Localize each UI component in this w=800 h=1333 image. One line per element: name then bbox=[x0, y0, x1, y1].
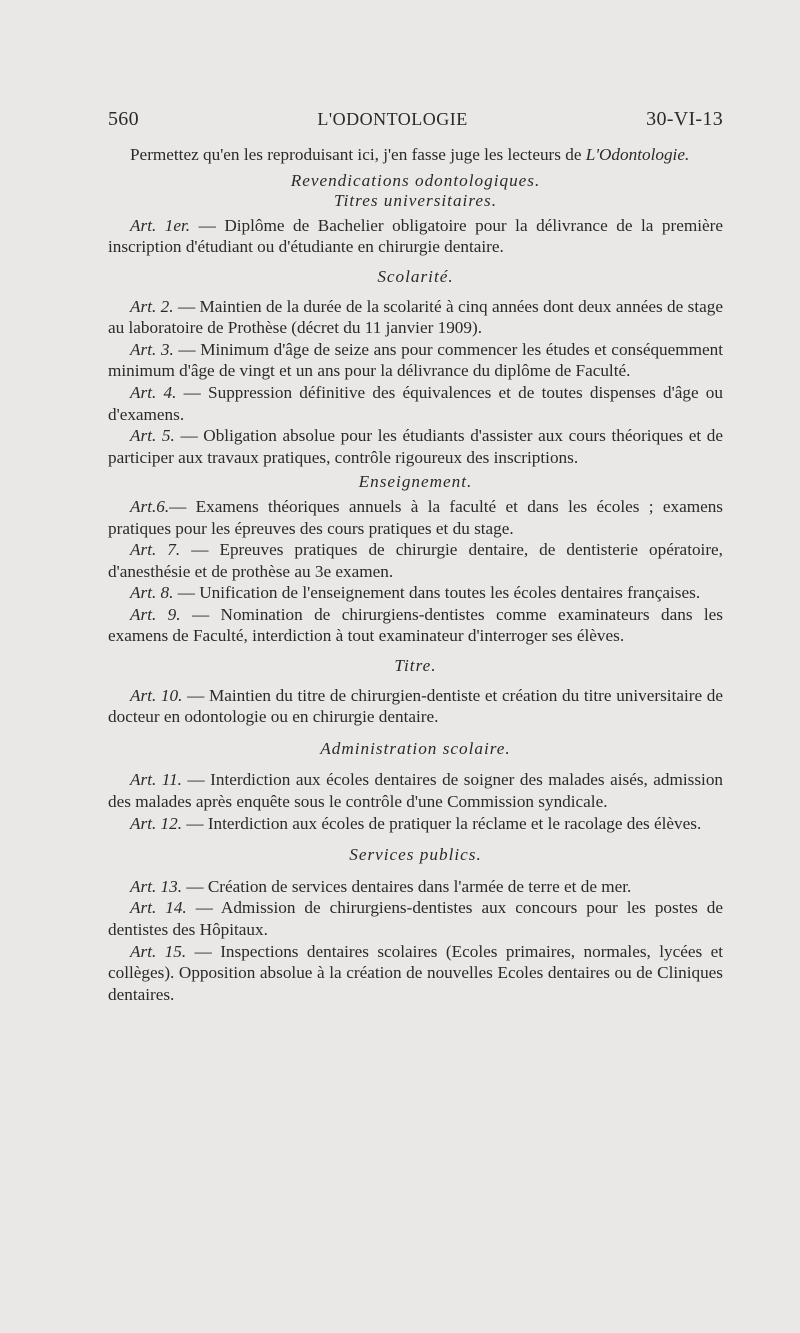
intro-paragraph bbox=[108, 144, 723, 166]
article-text: — Unification de l'enseignement dans toutes les écoles dentaires françaises. bbox=[173, 583, 701, 603]
article-8 bbox=[108, 582, 723, 604]
article-11 bbox=[108, 769, 723, 812]
article-text: — Interdiction aux écoles dentaires de soigner des malades aisés, admission des malades après enquête sous le contrôle d'une Commission syndicale. bbox=[108, 770, 724, 812]
article-text: — Minimum d'âge de seize ans pour commencer les études et conséquemment minimum d'âge de vingt et un ans pour la délivrance du diplôme de Faculté. bbox=[108, 339, 723, 381]
section-heading-titres: Titres universitaires. bbox=[333, 191, 497, 211]
article-label: Art. 2. bbox=[130, 296, 174, 316]
article-text: — Epreuves pratiques de chirurgie dentaire, de dentisterie opératoire, d'anesthésie et de prothèse au 3e examen. bbox=[108, 540, 723, 581]
article-12 bbox=[108, 813, 723, 835]
article-label: Art. 14. bbox=[130, 898, 187, 918]
section-heading-scolarite: Scolarité. bbox=[377, 266, 454, 286]
article-label: Art. 7. bbox=[130, 540, 181, 560]
article-label: Art. 10. bbox=[130, 685, 183, 705]
page-number: 560 bbox=[108, 108, 139, 130]
page-body bbox=[108, 144, 723, 1005]
issue-date: 30-VI-13 bbox=[646, 108, 723, 130]
article-text: — Maintien du titre de chirurgien-dentiste et création du titre universitaire de docteur en odontologie ou en chirurgie dentaire. bbox=[108, 685, 723, 727]
section-heading-revendications: Revendications odontologiques. bbox=[290, 170, 541, 190]
section-heading-enseignement: Enseignement. bbox=[358, 472, 473, 492]
page-header bbox=[108, 108, 723, 144]
article-13 bbox=[108, 876, 723, 898]
journal-page bbox=[108, 108, 723, 1005]
article-text: — Création de services dentaires dans l'armée de terre et de mer. bbox=[182, 876, 632, 896]
section-heading-titre: Titre. bbox=[394, 656, 437, 676]
journal-title: L'ODONTOLOGIE bbox=[317, 109, 468, 129]
section-heading-administration: Administration scolaire. bbox=[320, 738, 511, 758]
article-label: Art.6. bbox=[130, 496, 170, 516]
article-text: — Inspections dentaires scolaires (Ecoles primaires, normales, lycées et collèges). Opposition absolue à la création de nouvelles Ecoles dentaires ou de Cliniques dentaires. bbox=[108, 941, 723, 1004]
article-text: — Examens théoriques annuels à la faculté et dans les écoles ; examens pratiques pour les épreuves des cours pratiques et du stage. bbox=[108, 496, 723, 538]
article-1 bbox=[108, 215, 723, 258]
article-label: Art. 15. bbox=[130, 941, 187, 961]
journal-reference: L'Odontologie. bbox=[585, 145, 690, 164]
article-label: Art. 5. bbox=[130, 426, 175, 446]
article-text: — Maintien de la durée de la scolarité à cinq années dont deux années de stage au laboratoire de Prothèse (décret du 11 janvier 1909). bbox=[108, 296, 723, 338]
article-7 bbox=[108, 539, 723, 582]
section-heading-services: Services publics. bbox=[349, 845, 482, 865]
article-label: Art. 4. bbox=[130, 382, 177, 402]
article-text: — Diplôme de Bachelier obligatoire pour la délivrance de la première inscription d'étudiant ou d'étudiante en chirurgie dentaire. bbox=[108, 215, 723, 257]
article-label: Art. 12. bbox=[130, 813, 183, 833]
article-2 bbox=[108, 296, 723, 339]
article-label: Art. 3. bbox=[130, 339, 174, 359]
intro-text: Permettez qu'en les reproduisant ici, j'en fasse juge les lecteurs de bbox=[130, 145, 582, 164]
article-5 bbox=[108, 425, 723, 468]
article-label: Art. 11. bbox=[130, 770, 182, 790]
article-text: — Interdiction aux écoles de pratiquer la réclame et le racolage des élèves. bbox=[182, 813, 702, 833]
article-text: — Obligation absolue pour les étudiants d'assister aux cours théoriques et de participer aux travaux pratiques, contrôle rigoureux des inscriptions. bbox=[108, 426, 723, 467]
article-3 bbox=[108, 339, 723, 382]
article-10 bbox=[108, 685, 723, 728]
article-9 bbox=[108, 604, 723, 647]
article-4 bbox=[108, 382, 723, 425]
article-label: Art. 9. bbox=[130, 604, 181, 624]
article-text: — Suppression définitive des équivalences et de toutes dispenses d'âge ou d'examens. bbox=[108, 382, 723, 424]
article-label: Art. 13. bbox=[130, 876, 183, 896]
article-14 bbox=[108, 897, 723, 940]
article-text: — Admission de chirurgiens-dentistes aux concours pour les postes de dentistes des Hôpitaux. bbox=[108, 898, 724, 939]
article-6 bbox=[108, 496, 723, 539]
article-text: — Nomination de chirurgiens-dentistes comme examinateurs dans les examens de Faculté, interdiction à tout examinateur d'interroger ses élèves. bbox=[108, 604, 723, 646]
article-label: Art. 8. bbox=[130, 583, 174, 603]
article-15 bbox=[108, 941, 723, 1006]
article-label: Art. 1er. bbox=[130, 215, 191, 235]
